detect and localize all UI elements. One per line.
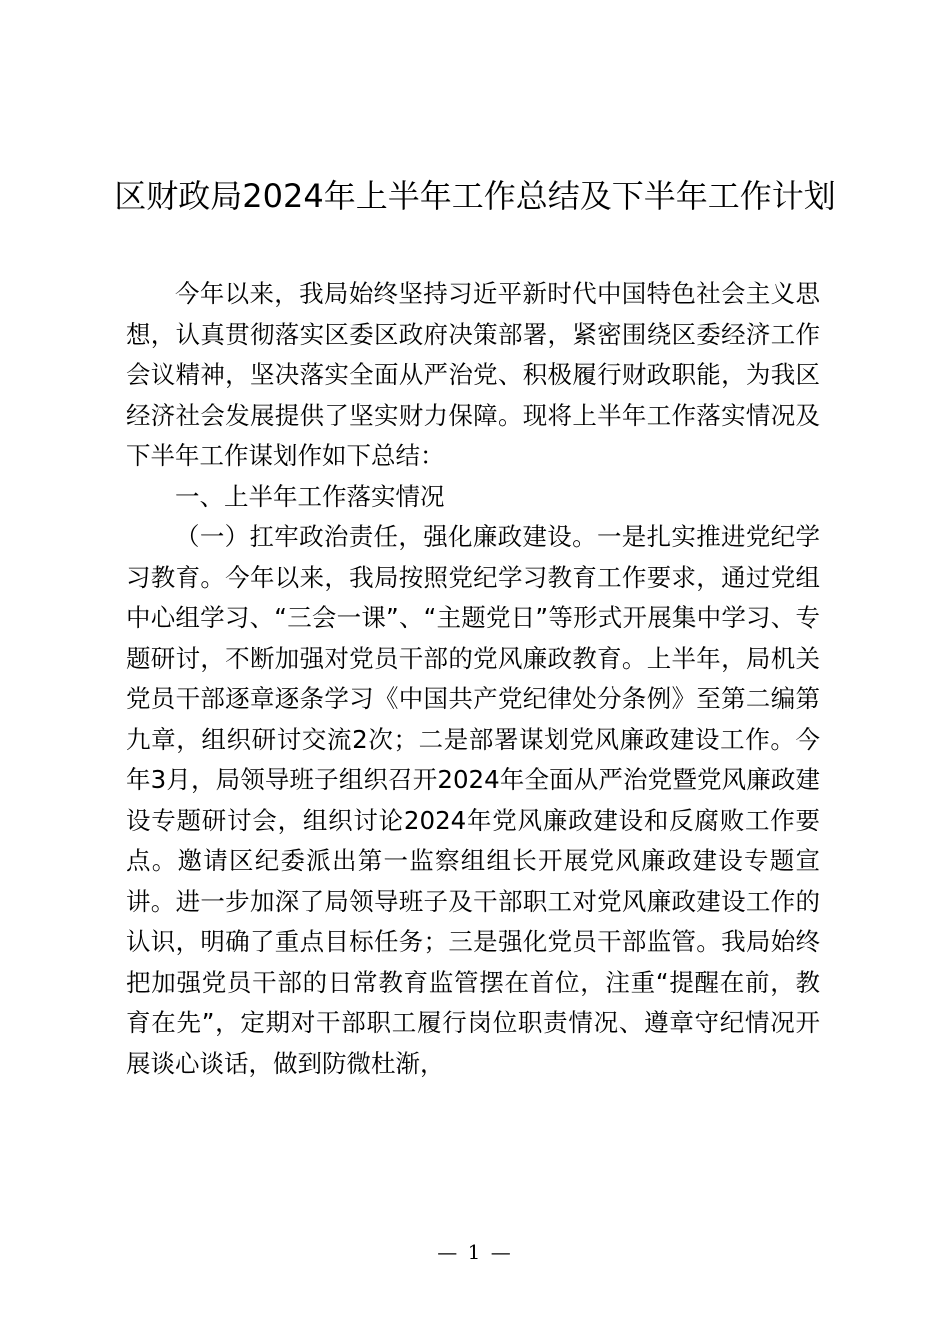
document-body <box>126 274 820 1084</box>
document-title: 区财政局2024年上半年工作总结及下半年工作计划 <box>114 177 836 215</box>
intro-paragraph: 今年以来，我局始终坚持习近平新时代中国特色社会主义思想，认真贯彻落实区委区政府决策部署，紧密围绕区委经济工作会议精神，坚决落实全面从严治党、积极履行财政职能，为我区经济社会发展提供了坚实财力保障。现将上半年工作落实情况及下半年工作谋划作如下总结： <box>126 279 820 470</box>
page-number: — 1 — <box>437 1240 513 1264</box>
section-heading: 一、上半年工作落实情况 <box>175 481 445 511</box>
subsection-paragraph: （一）扛牢政治责任，强化廉政建设。一是扎实推进党纪学习教育。今年以来，我局按照党纪学习教育工作要求，通过党组中心组学习、“三会一课”、“主题党日”等形式开展集中学习、专题研讨，不断加强对党员干部的党风廉政教育。上半年，局机关党员干部逐章逐条学习《中国共产党纪律处分条例》至第二编第九章，组织研讨交流2次；二是部署谋划党风廉政建设工作。今年3月，局领导班子组织召开2024年全面从严治党暨党风廉政建设专题研讨会，组织讨论2024年党风廉政建设和反腐败工作要点。邀请区纪委派出第一监察组组长开展党风廉政建设专题宣讲。进一步加深了局领导班子及干部职工对党风廉政建设工作的认识，明确了重点目标任务；三是强化党员干部监管。我局始终把加强党员干部的日常教育监管摆在首位，注重“提醒在前，教育在先”，定期对干部职工履行岗位职责情况、遵章守纪情况开展谈心谈话，做到防微杜渐， <box>126 522 820 1078</box>
